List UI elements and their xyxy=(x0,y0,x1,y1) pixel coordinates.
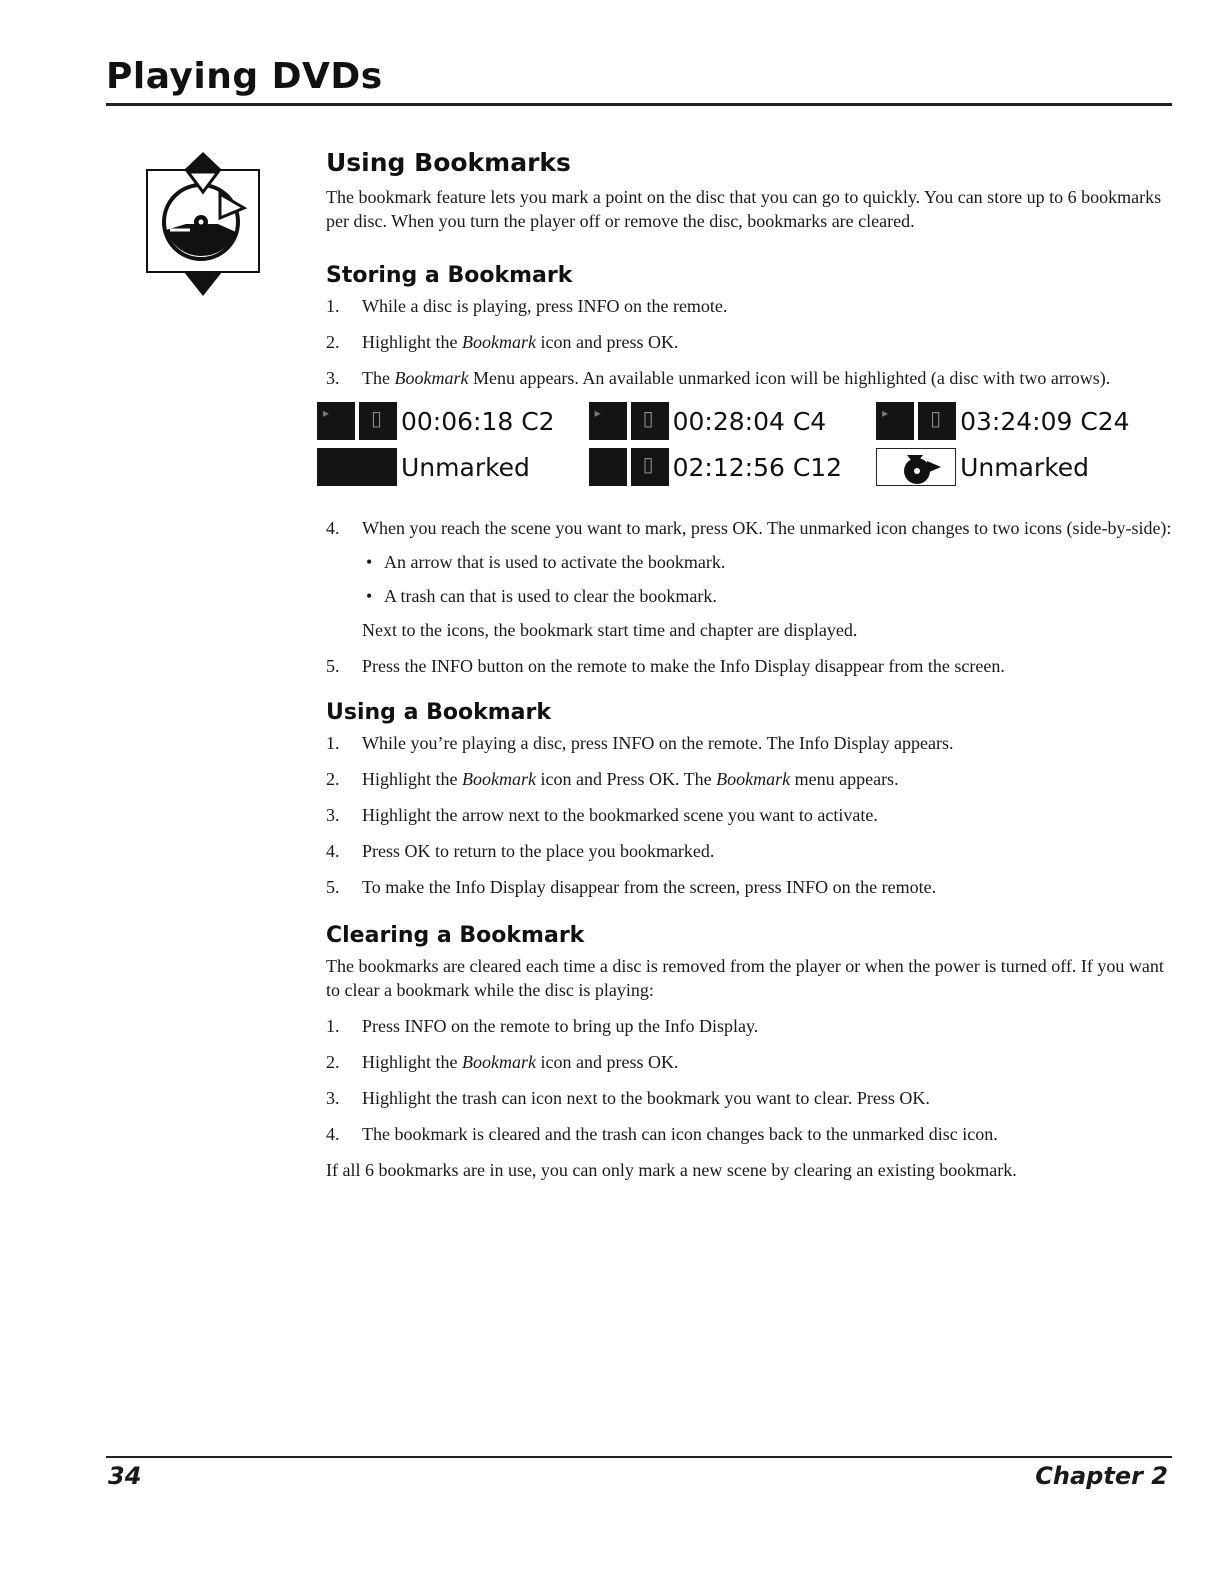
icon-bullets xyxy=(362,550,1172,608)
activate-arrow-icon xyxy=(589,448,627,486)
list-item xyxy=(326,294,1172,318)
unmarked-disc-icon xyxy=(877,449,955,485)
list-item: • An arrow that is used to activate the bookmark. xyxy=(362,550,1172,574)
bookmark-menu-illustration xyxy=(317,402,1172,486)
step-text: The bookmark is cleared and the trash can icon changes back to the unmarked disc icon. xyxy=(362,1124,998,1144)
step-text: While a disc is playing, press INFO on the remote. xyxy=(362,296,728,316)
emphasis-bookmark: Bookmark xyxy=(716,769,791,789)
step-number: 1. xyxy=(326,296,340,316)
step-text: Highlight the xyxy=(362,769,462,789)
list-item xyxy=(326,654,1172,678)
list-item xyxy=(326,767,1172,791)
step-number: 2. xyxy=(326,332,340,352)
page-number: 34 xyxy=(108,1462,142,1490)
activate-arrow-icon: ▸ xyxy=(876,402,914,440)
bookmark-entry xyxy=(317,402,555,440)
bookmark-column-1 xyxy=(317,402,555,486)
list-item xyxy=(326,1086,1172,1110)
step-number: 1. xyxy=(326,733,340,753)
bookmark-time-chapter: 00:28:04 C4 xyxy=(672,406,827,436)
chapter-label: Chapter 2 xyxy=(1035,1462,1168,1490)
unmarked-disc-icon xyxy=(317,448,397,486)
step-number: 1. xyxy=(326,1016,340,1036)
step-text: icon and press OK. xyxy=(535,1052,679,1072)
storing-steps-continued xyxy=(326,516,1172,678)
step-text: When you reach the scene you want to mark, press OK. The unmarked icon changes to two icons (side-by-side): xyxy=(362,518,1172,538)
step-number: 4. xyxy=(326,841,340,861)
closing-paragraph: If all 6 bookmarks are in use, you can only mark a new scene by clearing an existing bookmark. xyxy=(326,1160,1017,1180)
step-number: 2. xyxy=(326,1052,340,1072)
step-number: 3. xyxy=(326,368,340,388)
main-content xyxy=(323,148,1172,1182)
list-item xyxy=(326,1050,1172,1074)
section-heading-using-bookmarks: Using Bookmarks xyxy=(326,148,571,177)
step-number: 2. xyxy=(326,769,340,789)
highlighted-unmarked-disc-icon xyxy=(876,448,956,486)
list-item xyxy=(326,330,1172,354)
bookmark-status: Unmarked xyxy=(401,452,530,482)
section-heading-clearing: Clearing a Bookmark xyxy=(326,923,585,948)
step-text: Highlight the xyxy=(362,1052,462,1072)
step-text: Press INFO on the remote to bring up the Info Display. xyxy=(362,1016,759,1036)
bookmark-icon-pair xyxy=(589,448,669,486)
step-text: Press the INFO button on the remote to make the Info Display disappear from the screen. xyxy=(362,656,1005,676)
bookmark-icon-pair xyxy=(589,402,669,440)
step-text: The xyxy=(362,368,395,388)
bookmark-entry xyxy=(876,448,1130,486)
clearing-paragraph: The bookmarks are cleared each time a disc is removed from the player or when the power is turned off. If you want to clear a bookmark while the disc is playing: xyxy=(326,956,1164,1000)
step-number: 3. xyxy=(326,1088,340,1108)
step-text: Highlight the arrow next to the bookmarked scene you want to activate. xyxy=(362,805,878,825)
step-number: 3. xyxy=(326,805,340,825)
emphasis-bookmark: Bookmark xyxy=(462,769,536,789)
trash-can-icon: ▯ xyxy=(631,402,669,440)
step-text: While you’re playing a disc, press INFO on the remote. The Info Display appears. xyxy=(362,733,954,753)
intro-paragraph: The bookmark feature lets you mark a point on the disc that you can go to quickly. You can store up to 6 bookmarks per disc. When you turn the player off or remove the disc, bookmarks are cleared. xyxy=(326,187,1162,231)
activate-arrow-icon: ▸ xyxy=(317,402,355,440)
clearing-section xyxy=(326,923,1172,1182)
footer-rule xyxy=(106,1456,1172,1458)
bookmark-icon-pair xyxy=(317,402,397,440)
step-number: 4. xyxy=(326,518,340,538)
list-item xyxy=(326,875,1172,899)
list-item xyxy=(326,516,1172,642)
activate-arrow-icon: ▸ xyxy=(589,402,627,440)
using-steps xyxy=(326,731,1172,899)
trash-can-icon: ▯ xyxy=(918,402,956,440)
emphasis-bookmark: Bookmark xyxy=(394,368,469,388)
bookmark-column-2 xyxy=(589,402,843,486)
section-heading-storing: Storing a Bookmark xyxy=(326,263,573,288)
bookmark-disc-icon xyxy=(146,150,260,300)
bookmark-time-chapter: 00:06:18 C2 xyxy=(401,406,555,436)
list-item xyxy=(326,731,1172,755)
bookmark-entry xyxy=(589,402,843,440)
step-number: 5. xyxy=(326,877,340,897)
step-text: icon and Press OK. The xyxy=(535,769,717,789)
storing-section xyxy=(323,263,1172,678)
bookmark-column-3 xyxy=(876,402,1130,486)
clearing-steps xyxy=(326,1014,1172,1146)
storing-steps xyxy=(326,294,1172,390)
emphasis-bookmark: Bookmark xyxy=(462,1052,536,1072)
list-item xyxy=(326,1122,1172,1146)
step-text: Highlight the xyxy=(362,332,462,352)
bookmark-entry xyxy=(589,448,843,486)
list-item xyxy=(326,1014,1172,1038)
step-note: Next to the icons, the bookmark start time and chapter are displayed. xyxy=(362,620,858,640)
emphasis-bookmark: Bookmark xyxy=(462,332,536,352)
list-item xyxy=(326,366,1172,390)
bookmark-entry xyxy=(317,448,555,486)
header-rule xyxy=(106,103,1172,106)
section-heading-using: Using a Bookmark xyxy=(326,700,551,725)
bookmark-entry xyxy=(876,402,1130,440)
list-item xyxy=(326,803,1172,827)
step-text: Press OK to return to the place you bookmarked. xyxy=(362,841,715,861)
trash-can-icon: ▯ xyxy=(359,402,397,440)
bookmark-time-chapter: 03:24:09 C24 xyxy=(960,406,1130,436)
step-text: menu appears. xyxy=(790,769,899,789)
using-section xyxy=(326,700,1172,899)
trash-can-icon: ▯ xyxy=(631,448,669,486)
list-item: • A trash can that is used to clear the bookmark. xyxy=(362,584,1172,608)
bookmark-time-chapter: 02:12:56 C12 xyxy=(672,452,843,482)
step-number: 4. xyxy=(326,1124,340,1144)
bookmark-icon-pair xyxy=(876,402,956,440)
page-header-title: Playing DVDs xyxy=(106,56,383,97)
bookmark-status: Unmarked xyxy=(960,452,1090,482)
step-text: Highlight the trash can icon next to the bookmark you want to clear. Press OK. xyxy=(362,1088,930,1108)
list-item xyxy=(326,839,1172,863)
step-text: icon and press OK. xyxy=(535,332,679,352)
step-number: 5. xyxy=(326,656,340,676)
step-text: To make the Info Display disappear from the screen, press INFO on the remote. xyxy=(362,877,937,897)
step-text: Menu appears. An available unmarked icon will be highlighted (a disc with two arrows). xyxy=(468,368,1111,388)
